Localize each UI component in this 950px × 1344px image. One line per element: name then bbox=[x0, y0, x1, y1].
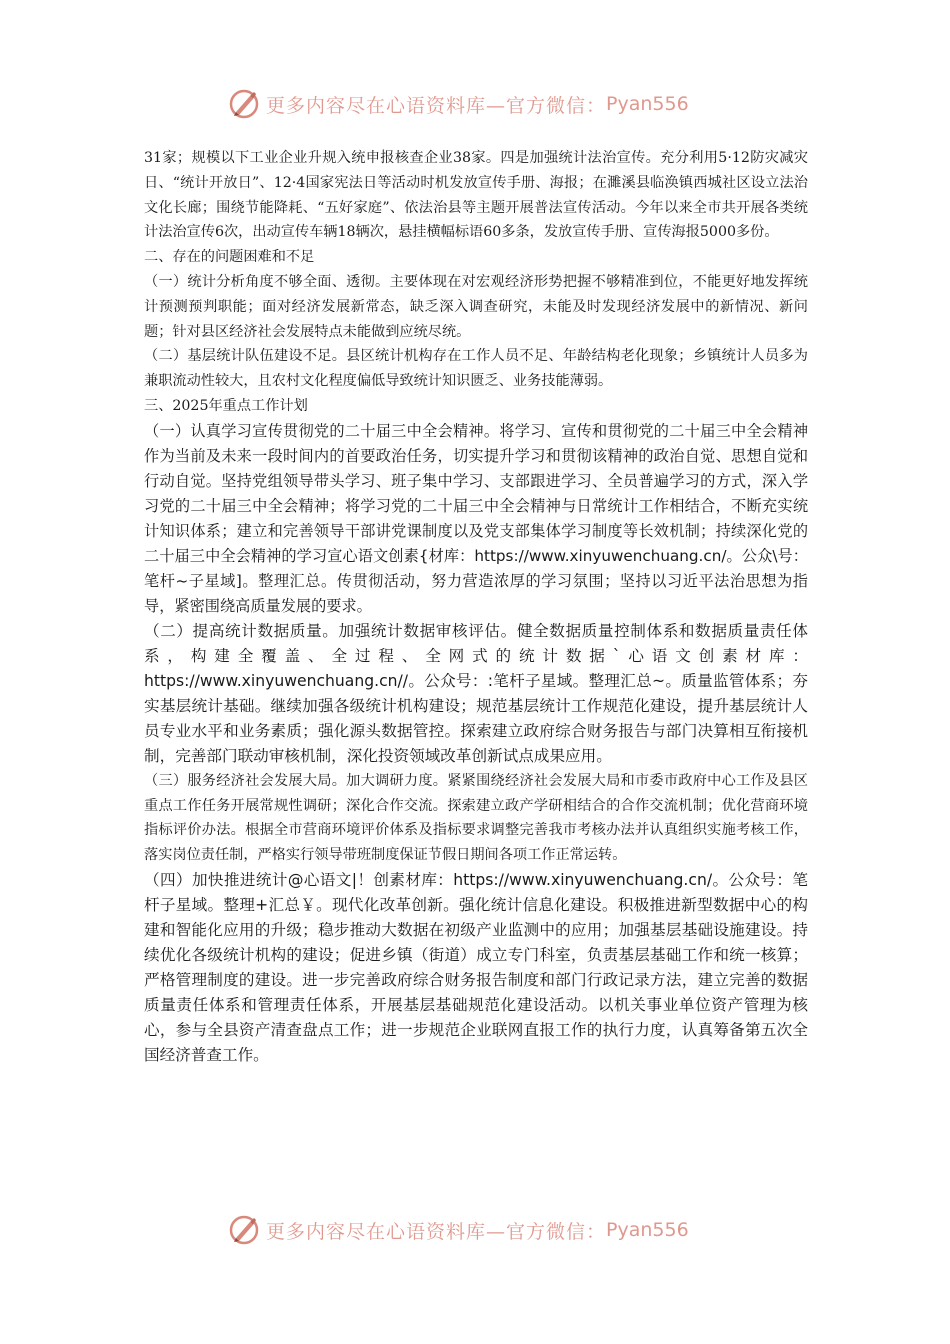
banner-wechat-id: Pyan556 bbox=[606, 93, 689, 115]
paragraph-problem-2: （二）基层统计队伍建设不足。县区统计机构存在工作人员不足、年龄结构老化现象；乡镇统计人员多为兼职流动性较大，且农村文化程度偏低导致统计知识匮乏、业务技能薄弱。 bbox=[144, 348, 808, 390]
banner-text: 更多内容尽在心语资料库—官方微信： bbox=[266, 1220, 607, 1243]
paragraph-plan-4: （四）加快推进统计@心语文|！创素材库：https://www.xinyuwenchuang.cn/。公众号：笔杆子星域。整理+汇总￥。现代化改革创新。强化统计信息化建设。积极推进新型数据中心的构建和智能化应用的升级；稳步推动大数据在初级产业监测中的应用；加强基层基础设施建设。持续优化各级统计机构的建设；促进乡镇（街道）成立专门科室，负责基层基础工作和统一核算；严格管理制度的建设。进一步完善政府综合财务报告制度和部门行政记录方法，建立完善的数据质量责任体系和管理责任体系，开展基层基础规范化建设活动。以机关事业单位资产管理为核心，参与全县资产清查盘点工作；进一步规范企业联网直报工作的执行力度，认真筹备第五次全国经济普查工作。 bbox=[144, 870, 808, 1064]
heading-2025-plan: 三、2025年重点工作计划 bbox=[144, 397, 308, 414]
paragraph-plan-1: （一）认真学习宣传贯彻党的二十届三中全会精神。将学习、宣传和贯彻党的二十届三中全会精神作为当前及未来一段时间内的首要政治任务，切实提升学习和贯彻该精神的政治自觉、思想自觉和行动自觉。坚持党组领导带头学习、班子集中学习、支部跟进学习、全员普遍学习的方式，深入学习党的二十届三中全会精神；将学习党的二十届三中全会精神与日常统计工作相结合，不断充实统计知识体系；建立和完善领导干部讲党课制度以及党支部集体学习制度等长效机制；持续深化党的二十届三中全会精神的学习宣心语文创素{材库：https://www.xinyuwenchuang.cn/。公众\号：笔杆~子星域]。整理汇总。传贯彻活动，努力营造浓厚的学习氛围；坚持以习近平法治思想为指导，紧密围绕高质量发展的要求。 bbox=[144, 421, 808, 615]
document-body bbox=[144, 146, 808, 1068]
banner-text: 更多内容尽在心语资料库—官方微信： bbox=[266, 94, 607, 117]
paragraph-statistics-law-publicity: 31家；规模以下工业企业升规入统申报核查企业38家。四是加强统计法治宣传。充分利用5·12防灾减灾日、“统计开放日”、12·4国家宪法日等活动时机发放宣传手册、海报；在濉溪县临涣镇西城社区设立法治文化长廊；围绕节能降耗、“五好家庭”、依法治县等主题开展普法宣传活动。今年以来全市共开展各类统计法治宣传6次，出动宣传车辆18辆次，悬挂横幅标语60多条，发放宣传手册、宣传海报5000多份。 bbox=[144, 150, 808, 241]
paragraph-plan-2: （二）提高统计数据质量。加强统计数据审核评估。健全数据质量控制体系和数据质量责任体系，构建全覆盖、全过程、全网式的统计数据`心语文创素材库：https://www.xinyuwenchuang.cn//。公众号：:笔杆子星域。整理汇总~。质量监管体系；夯实基层统计基础。继续加强各级统计机构建设；规范基层统计工作规范化建设，提升基层统计人员专业水平和业务素质；强化源头数据管控。探索建立政府综合财务报告与部门决算相互衔接机制，完善部门联动审核机制，深化投资领域改革创新试点成果应用。 bbox=[144, 621, 808, 765]
header-banner bbox=[0, 86, 950, 122]
pen-logo-icon bbox=[228, 1214, 260, 1246]
banner-wechat-id: Pyan556 bbox=[606, 1219, 689, 1241]
footer-banner bbox=[0, 1212, 950, 1248]
paragraph-problem-1: （一）统计分析角度不够全面、透彻。主要体现在对宏观经济形势把握不够精准到位，不能更好地发挥统计预测预判职能；面对经济发展新常态，缺乏深入调查研究，未能及时发现经济发展中的新情况、新问题；针对县区经济社会发展特点未能做到应统尽统。 bbox=[144, 273, 808, 340]
heading-problems: 二、存在的问题困难和不足 bbox=[144, 249, 315, 266]
pen-logo-icon bbox=[228, 88, 260, 120]
paragraph-plan-3: （三）服务经济社会发展大局。加大调研力度。紧紧围绕经济社会发展大局和市委市政府中心工作及县区重点工作任务开展常规性调研；深化合作交流。探索建立政产学研相结合的合作交流机制；优化营商环境指标评价办法。根据全市营商环境评价体系及指标要求调整完善我市考核办法并认真组织实施考核工作，落实岗位责任制，严格实行领导带班制度保证节假日期间各项工作正常运转。 bbox=[144, 772, 808, 864]
